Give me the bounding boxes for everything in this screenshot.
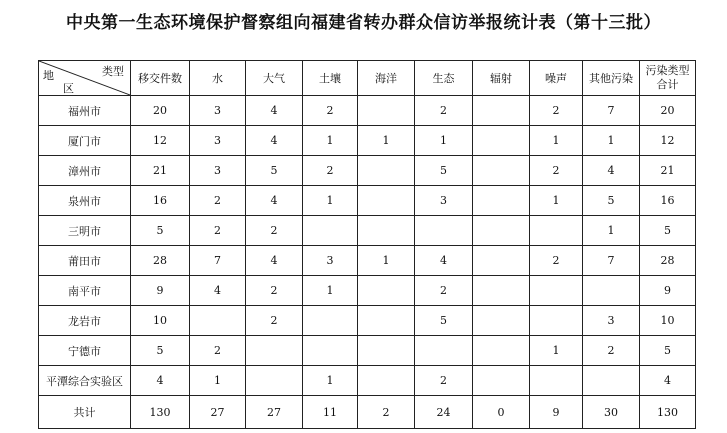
corner-region-label-2: 区: [63, 82, 74, 95]
value-cell: [530, 216, 583, 246]
region-cell: 漳州市: [39, 156, 131, 186]
value-cell: 20: [640, 96, 696, 126]
table-row: [39, 366, 696, 396]
total-cell: 2: [358, 396, 415, 429]
corner-type-label: 类型: [102, 65, 124, 78]
value-cell: 1: [415, 126, 473, 156]
value-cell: 7: [583, 96, 640, 126]
value-cell: 2: [303, 156, 358, 186]
value-cell: 1: [583, 216, 640, 246]
column-header-air: 大气: [246, 61, 303, 96]
value-cell: 2: [190, 336, 246, 366]
total-cell: 130: [640, 396, 696, 429]
value-cell: [358, 186, 415, 216]
total-cell: 130: [131, 396, 190, 429]
value-cell: 20: [131, 96, 190, 126]
value-cell: 4: [246, 126, 303, 156]
value-cell: 5: [246, 156, 303, 186]
value-cell: 4: [246, 96, 303, 126]
total-cell: 27: [190, 396, 246, 429]
table-row: [39, 126, 696, 156]
total-cell: 9: [530, 396, 583, 429]
value-cell: [583, 366, 640, 396]
value-cell: 3: [190, 156, 246, 186]
total-cell: 27: [246, 396, 303, 429]
total-cell: 0: [473, 396, 530, 429]
value-cell: 3: [583, 306, 640, 336]
value-cell: 9: [131, 276, 190, 306]
value-cell: [303, 336, 358, 366]
value-cell: 7: [583, 246, 640, 276]
value-cell: [530, 306, 583, 336]
value-cell: [303, 216, 358, 246]
value-cell: 5: [415, 306, 473, 336]
value-cell: 21: [640, 156, 696, 186]
column-header-other-pollution: 其他污染: [583, 61, 640, 96]
value-cell: [473, 126, 530, 156]
value-cell: [358, 96, 415, 126]
table-row: [39, 156, 696, 186]
value-cell: 3: [190, 126, 246, 156]
table-row: [39, 216, 696, 246]
column-header-soil: 土壤: [303, 61, 358, 96]
value-cell: 28: [640, 246, 696, 276]
value-cell: 7: [190, 246, 246, 276]
header-row: [39, 61, 696, 96]
value-cell: 12: [640, 126, 696, 156]
total-cell: 11: [303, 396, 358, 429]
value-cell: 2: [246, 306, 303, 336]
value-cell: 5: [131, 216, 190, 246]
total-row-label: 共计: [39, 396, 131, 429]
value-cell: 2: [415, 96, 473, 126]
value-cell: [303, 306, 358, 336]
column-header-total-line1: 污染类型: [645, 64, 690, 77]
value-cell: 4: [415, 246, 473, 276]
value-cell: 5: [640, 216, 696, 246]
corner-header-cell: [39, 61, 131, 96]
table-row: [39, 186, 696, 216]
corner-region-label-1: 地: [43, 69, 54, 82]
value-cell: [415, 336, 473, 366]
value-cell: 4: [246, 246, 303, 276]
column-header-ocean: 海洋: [358, 61, 415, 96]
total-cell: 24: [415, 396, 473, 429]
region-cell: 南平市: [39, 276, 131, 306]
value-cell: [358, 366, 415, 396]
region-cell: 莆田市: [39, 246, 131, 276]
value-cell: 16: [640, 186, 696, 216]
value-cell: 1: [530, 336, 583, 366]
table-body: [39, 96, 696, 396]
column-header-noise: 噪声: [530, 61, 583, 96]
value-cell: 2: [530, 246, 583, 276]
value-cell: 3: [190, 96, 246, 126]
value-cell: [358, 336, 415, 366]
column-header-radiation: 辐射: [473, 61, 530, 96]
column-header-transferred: 移交件数: [131, 61, 190, 96]
value-cell: [246, 336, 303, 366]
value-cell: 5: [131, 336, 190, 366]
region-cell: 龙岩市: [39, 306, 131, 336]
total-cell: 30: [583, 396, 640, 429]
value-cell: [473, 336, 530, 366]
region-cell: 三明市: [39, 216, 131, 246]
value-cell: [473, 216, 530, 246]
value-cell: 5: [583, 186, 640, 216]
value-cell: [473, 306, 530, 336]
table-row: [39, 96, 696, 126]
value-cell: [583, 276, 640, 306]
region-cell: 福州市: [39, 96, 131, 126]
table-row: [39, 336, 696, 366]
value-cell: 5: [640, 336, 696, 366]
value-cell: 1: [358, 246, 415, 276]
value-cell: 2: [530, 156, 583, 186]
value-cell: 2: [415, 276, 473, 306]
value-cell: [358, 306, 415, 336]
table-row: [39, 246, 696, 276]
table-row: [39, 306, 696, 336]
statistics-table: [38, 60, 696, 429]
value-cell: 1: [358, 126, 415, 156]
value-cell: 9: [640, 276, 696, 306]
value-cell: [530, 276, 583, 306]
value-cell: 1: [530, 126, 583, 156]
value-cell: 10: [131, 306, 190, 336]
value-cell: 1: [303, 366, 358, 396]
value-cell: 1: [583, 126, 640, 156]
value-cell: 3: [415, 186, 473, 216]
table-row: [39, 276, 696, 306]
value-cell: 4: [583, 156, 640, 186]
value-cell: 2: [190, 186, 246, 216]
value-cell: 4: [246, 186, 303, 216]
value-cell: 28: [131, 246, 190, 276]
value-cell: [530, 366, 583, 396]
value-cell: 10: [640, 306, 696, 336]
region-cell: 宁德市: [39, 336, 131, 366]
value-cell: 21: [131, 156, 190, 186]
column-header-water: 水: [190, 61, 246, 96]
region-cell: 平潭综合实验区: [39, 366, 131, 396]
value-cell: [473, 276, 530, 306]
value-cell: 2: [303, 96, 358, 126]
value-cell: [473, 186, 530, 216]
value-cell: 4: [190, 276, 246, 306]
value-cell: 4: [131, 366, 190, 396]
value-cell: 2: [530, 96, 583, 126]
value-cell: 2: [246, 276, 303, 306]
value-cell: 2: [583, 336, 640, 366]
total-row: [39, 396, 696, 429]
value-cell: 2: [415, 366, 473, 396]
value-cell: [473, 156, 530, 186]
value-cell: 12: [131, 126, 190, 156]
value-cell: [473, 366, 530, 396]
value-cell: [358, 216, 415, 246]
value-cell: 16: [131, 186, 190, 216]
value-cell: 2: [246, 216, 303, 246]
value-cell: [358, 156, 415, 186]
value-cell: 4: [640, 366, 696, 396]
value-cell: 1: [190, 366, 246, 396]
value-cell: 1: [303, 186, 358, 216]
column-header-total-line2: 合计: [656, 78, 679, 91]
column-header-ecology: 生态: [415, 61, 473, 96]
value-cell: [415, 216, 473, 246]
value-cell: 1: [530, 186, 583, 216]
value-cell: 1: [303, 276, 358, 306]
page-title: 中央第一生态环境保护督察组向福建省转办群众信访举报统计表（第十三批）: [66, 13, 661, 33]
value-cell: [473, 246, 530, 276]
value-cell: [246, 366, 303, 396]
value-cell: 1: [303, 126, 358, 156]
value-cell: [358, 276, 415, 306]
column-header-total: [640, 61, 696, 96]
value-cell: [473, 96, 530, 126]
region-cell: 泉州市: [39, 186, 131, 216]
region-cell: 厦门市: [39, 126, 131, 156]
value-cell: 3: [303, 246, 358, 276]
value-cell: [190, 306, 246, 336]
value-cell: 5: [415, 156, 473, 186]
value-cell: 2: [190, 216, 246, 246]
